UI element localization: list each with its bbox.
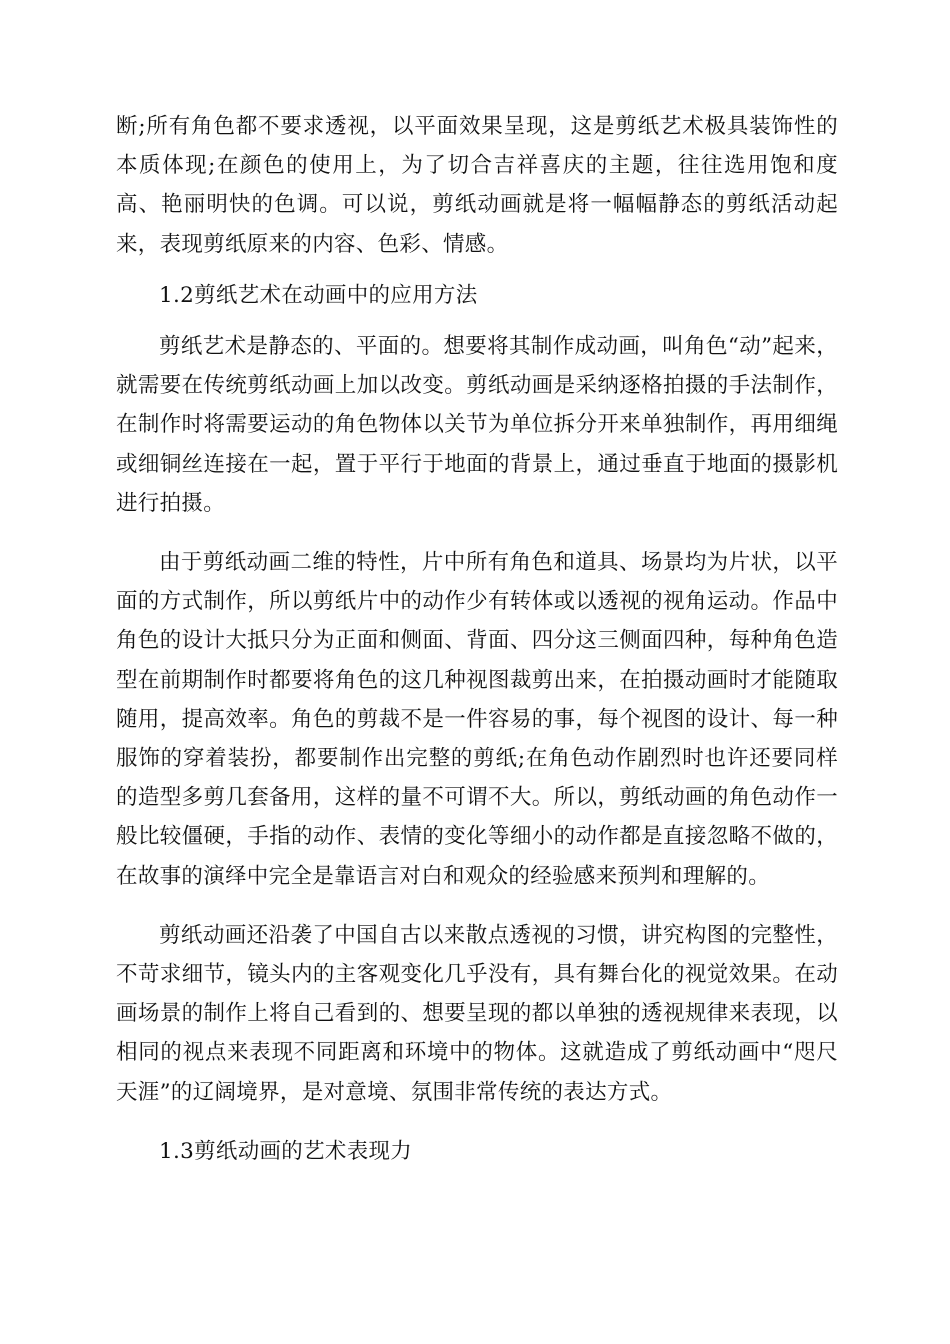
section-heading-1-2: 1.2剪纸艺术在动画中的应用方法 <box>159 282 478 308</box>
paragraph-scattered-perspective: 剪纸动画还沿袭了中国自古以来散点透视的习惯，讲究构图的完整性，不苛求细节，镜头内的主客观变化几乎没有，具有舞台化的视觉效果。在动画场景的制作上将自己看到的、想要呈现的都以单独的透视规律来表现，以相同的视点来表现不同距离和环境中的物体。这就造成了剪纸动画中“咫尺天涯”的辽阔境界，是对意境、氛围非常传统的表达方式。 <box>116 922 838 1105</box>
document-body <box>116 107 838 1171</box>
paragraph-continuation: 断;所有角色都不要求透视，以平面效果呈现，这是剪纸艺术极具装饰性的本质体现;在颜色的使用上，为了切合吉祥喜庆的主题，往往选用饱和度高、艳丽明快的色调。可以说，剪纸动画就是将一幅幅静态的剪纸活动起来，表现剪纸原来的内容、色彩、情感。 <box>116 114 838 257</box>
paragraph-application-method: 剪纸艺术是静态的、平面的。想要将其制作成动画，叫角色“动”起来，就需要在传统剪纸动画上加以改变。剪纸动画是采纳逐格拍摄的手法制作，在制作时将需要运动的角色物体以关节为单位拆分开来单独制作，再用细绳或细铜丝连接在一起，置于平行于地面的背景上，通过垂直于地面的摄影机进行拍摄。 <box>116 334 838 516</box>
section-heading-1-3: 1.3剪纸动画的艺术表现力 <box>159 1138 413 1164</box>
paragraph-2d-characteristics: 由于剪纸动画二维的特性，片中所有角色和道具、场景均为片状，以平面的方式制作，所以剪纸片中的动作少有转体或以透视的视角运动。作品中角色的设计大抵只分为正面和侧面、背面、四分这三侧面四种，每种角色造型在前期制作时都要将角色的这几种视图裁剪出来，在拍摄动画时才能随取随用，提高效率。角色的剪裁不是一件容易的事，每个视图的设计、每一种服饰的穿着装扮，都要制作出完整的剪纸;在角色动作剧烈时也许还要同样的造型多剪几套备用，这样的量不可谓不大。所以，剪纸动画的角色动作一般比较僵硬，手指的动作、表情的变化等细小的动作都是直接忽略不做的，在故事的演绎中完全是靠语言对白和观众的经验感来预判和理解的。 <box>116 550 838 889</box>
